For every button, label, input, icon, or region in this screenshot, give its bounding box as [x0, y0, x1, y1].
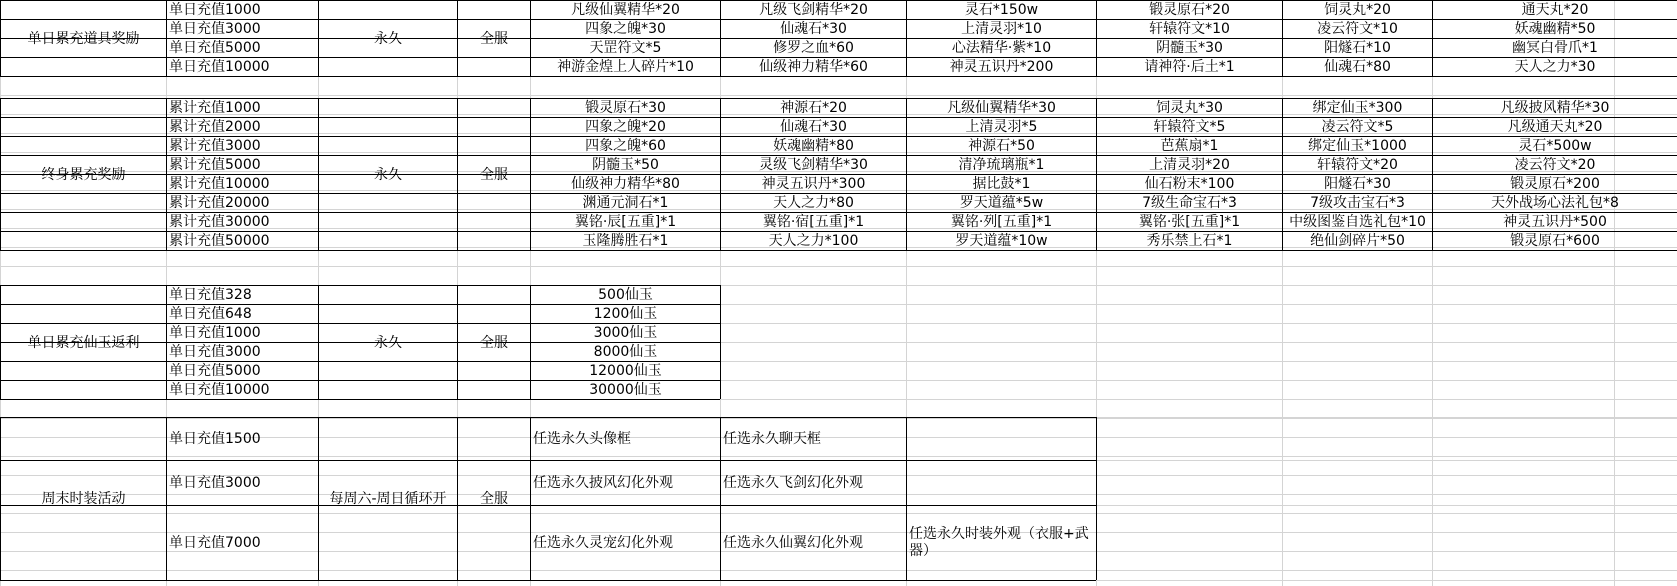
reward-cell[interactable]: 罗天道蕴*5w [959, 195, 1044, 211]
reward-cell[interactable]: 凌云符文*5 [1321, 119, 1394, 135]
reward-cell[interactable]: 翼铭·张[五重]*1 [1138, 214, 1241, 230]
activity-duration[interactable]: 永久 [374, 30, 402, 47]
tier-cell[interactable]: 单日充值3000 [169, 21, 261, 37]
reward-cell[interactable]: 阳燧石*30 [1324, 176, 1391, 192]
table-border [0, 76, 1677, 77]
reward-cell[interactable]: 中级图鉴自选礼包*10 [1289, 214, 1426, 230]
reward-cell[interactable]: 四象之魄*20 [585, 119, 666, 135]
reward-cell[interactable]: 30000仙玉 [589, 382, 662, 398]
reward-cell[interactable]: 7级生命宝石*3 [1142, 195, 1237, 211]
gridline-row [0, 95, 1677, 96]
reward-cell[interactable]: 仙魂石*30 [780, 119, 847, 135]
tier-cell[interactable]: 累计充值5000 [169, 157, 261, 173]
tier-cell[interactable]: 单日充值10000 [169, 59, 270, 75]
reward-cell[interactable]: 任选永久披风幻化外观 [533, 474, 673, 491]
gridline-row [0, 266, 1677, 267]
reward-cell[interactable]: 天外战场心法礼包*8 [1491, 195, 1619, 211]
reward-cell[interactable]: 锻灵原石*30 [585, 100, 666, 116]
reward-cell[interactable]: 轩辕符文*10 [1149, 21, 1230, 37]
reward-cell[interactable]: 上清灵羽*20 [1149, 157, 1230, 173]
reward-cell[interactable]: 锻灵原石*20 [1149, 2, 1230, 18]
reward-cell[interactable]: 凡级飞剑精华*20 [759, 2, 868, 18]
reward-cell[interactable]: 凡级仙翼精华*30 [947, 100, 1056, 116]
reward-cell[interactable]: 秀乐禁上石*1 [1146, 233, 1233, 249]
tier-cell[interactable]: 累计充值1000 [169, 100, 261, 116]
reward-cell[interactable]: 饲灵丸*30 [1156, 100, 1223, 116]
reward-cell[interactable]: 请神符·后土*1 [1144, 59, 1235, 75]
reward-cell[interactable]: 上清灵羽*5 [965, 119, 1038, 135]
reward-cell[interactable]: 天人之力*80 [773, 195, 854, 211]
reward-cell[interactable]: 阴髓玉*30 [1156, 40, 1223, 56]
reward-cell[interactable]: 芭蕉扇*1 [1160, 138, 1219, 154]
gridline-col [1432, 0, 1433, 586]
reward-cell[interactable]: 任选永久聊天框 [723, 430, 821, 447]
reward-cell[interactable]: 四象之魄*30 [585, 21, 666, 37]
reward-cell[interactable]: 渊通元洞石*1 [582, 195, 669, 211]
reward-cell[interactable]: 神灵五识丹*300 [761, 176, 866, 192]
tier-cell[interactable]: 累计充值10000 [169, 176, 270, 192]
reward-cell[interactable]: 凡级披风精华*30 [1500, 100, 1610, 116]
activity-name[interactable]: 周末时装活动 [41, 491, 126, 507]
reward-cell[interactable]: 3000仙玉 [593, 325, 658, 341]
tier-cell[interactable]: 单日充值3000 [169, 475, 261, 491]
reward-cell[interactable]: 翼铭·列[五重]*1 [950, 214, 1053, 230]
reward-cell[interactable]: 任选永久仙翼幻化外观 [723, 534, 863, 551]
reward-cell[interactable]: 绑定仙玉*1000 [1308, 138, 1407, 154]
reward-cell[interactable]: 凡级仙翼精华*20 [571, 2, 680, 18]
reward-cell[interactable]: 玉隆腾胜石*1 [582, 233, 669, 249]
reward-cell[interactable]: 仙级神力精华*60 [759, 59, 868, 75]
reward-cell[interactable]: 任选永久灵宠幻化外观 [533, 534, 673, 551]
reward-cell[interactable]: 罗天道蕴*10w [955, 233, 1048, 249]
reward-cell[interactable]: 幽冥白骨爪*1 [1512, 40, 1598, 56]
reward-cell[interactable]: 神灵五识丹*500 [1503, 214, 1607, 230]
tier-cell[interactable]: 单日充值5000 [169, 40, 261, 56]
table-border [0, 399, 720, 400]
activity-duration[interactable]: 永久 [374, 166, 402, 183]
tier-cell[interactable]: 累计充值20000 [169, 195, 270, 211]
reward-cell[interactable]: 神游金煌上人碎片*10 [557, 59, 694, 75]
tier-cell[interactable]: 累计充值3000 [169, 138, 261, 154]
activity-name[interactable]: 终身累充奖励 [41, 166, 126, 183]
reward-cell[interactable]: 神源石*20 [780, 100, 847, 116]
tier-cell[interactable]: 累计充值50000 [169, 233, 270, 249]
reward-cell[interactable]: 8000仙玉 [593, 344, 658, 360]
reward-cell[interactable]: 上清灵羽*10 [961, 21, 1042, 37]
activity-scope[interactable]: 全服 [480, 30, 508, 47]
tier-cell[interactable]: 单日充值10000 [169, 382, 270, 398]
reward-cell[interactable]: 绝仙剑碎片*50 [1310, 233, 1405, 249]
reward-cell[interactable]: 仙石粉末*100 [1144, 176, 1235, 192]
reward-cell[interactable]: 阳燧石*10 [1324, 40, 1391, 56]
tier-cell[interactable]: 累计充值30000 [169, 214, 270, 230]
reward-cell[interactable]: 灵石*500w [1518, 138, 1592, 154]
reward-cell[interactable]: 灵级飞剑精华*30 [759, 157, 868, 173]
reward-cell[interactable]: 神源石*50 [968, 138, 1035, 154]
reward-cell[interactable]: 任选永久头像框 [533, 430, 631, 447]
reward-cell[interactable]: 7级攻击宝石*3 [1310, 195, 1405, 211]
reward-cell[interactable]: 四象之魄*60 [585, 138, 666, 154]
reward-cell[interactable]: 仙魂石*30 [780, 21, 847, 37]
activity-name[interactable]: 单日累充仙玉返利 [27, 334, 140, 351]
reward-cell[interactable]: 阴髓玉*50 [592, 157, 659, 173]
reward-cell[interactable]: 天人之力*30 [1514, 59, 1596, 75]
table-border [1096, 417, 1097, 580]
tier-cell[interactable]: 单日充值1000 [169, 325, 261, 341]
table-border [0, 250, 1677, 251]
reward-cell[interactable]: 轩辕符文*20 [1317, 157, 1398, 173]
reward-cell[interactable]: 任选永久飞剑幻化外观 [723, 474, 863, 491]
reward-cell[interactable]: 翼铭·宿[五重]*1 [762, 214, 865, 230]
reward-cell[interactable]: 凌云符文*10 [1317, 21, 1398, 37]
reward-cell[interactable]: 轩辕符文*5 [1153, 119, 1226, 135]
reward-cell[interactable]: 神灵五识丹*200 [949, 59, 1054, 75]
tier-cell[interactable]: 单日充值5000 [169, 363, 261, 379]
reward-cell[interactable]: 锻灵原石*200 [1510, 176, 1600, 192]
activity-duration[interactable]: 每周六-周日循环开 [329, 491, 447, 507]
activity-scope[interactable]: 全服 [480, 166, 508, 183]
reward-cell[interactable]: 清净琉璃瓶*1 [958, 157, 1045, 173]
tier-cell[interactable]: 单日充值328 [169, 287, 252, 303]
reward-cell[interactable] [907, 418, 1096, 460]
tier-cell[interactable]: 单日充值648 [169, 306, 252, 322]
reward-cell[interactable]: 妖魂幽精*80 [773, 138, 854, 154]
gridline-col [1282, 0, 1283, 586]
gridline-col [1614, 0, 1615, 586]
reward-cell[interactable]: 灵石*150w [964, 2, 1039, 18]
reward-cell[interactable]: 任选永久时装外观（衣服+武器） [909, 526, 1089, 559]
reward-cell[interactable]: 通天丸*20 [1521, 2, 1589, 18]
reward-cell[interactable]: 心法精华·紫*10 [951, 40, 1052, 56]
reward-cell[interactable]: 12000仙玉 [589, 363, 662, 379]
reward-cell[interactable]: 天人之力*100 [768, 233, 859, 249]
reward-cell[interactable]: 凡级通天丸*20 [1507, 119, 1603, 135]
reward-cell[interactable] [907, 461, 1096, 505]
table-border [0, 580, 1096, 581]
reward-cell[interactable]: 仙魂石*80 [1324, 59, 1391, 75]
reward-cell[interactable]: 凌云符文*20 [1514, 157, 1596, 173]
tier-cell[interactable]: 单日充值3000 [169, 344, 261, 360]
activity-scope[interactable]: 全服 [480, 334, 508, 351]
table-border [720, 285, 721, 399]
reward-cell[interactable]: 锻灵原石*600 [1510, 233, 1600, 249]
tier-cell[interactable]: 累计充值2000 [169, 119, 261, 135]
tier-cell[interactable]: 单日充值1000 [169, 2, 261, 18]
tier-cell[interactable]: 单日充值1500 [169, 431, 261, 447]
reward-cell[interactable]: 饲灵丸*20 [1324, 2, 1391, 18]
activity-scope[interactable]: 全服 [480, 491, 508, 507]
reward-cell[interactable]: 500仙玉 [598, 287, 653, 303]
reward-cell[interactable]: 绑定仙玉*300 [1312, 100, 1403, 116]
reward-cell[interactable]: 修罗之血*60 [773, 40, 854, 56]
reward-cell[interactable]: 据比鼓*1 [972, 176, 1031, 192]
reward-cell[interactable]: 翼铭·辰[五重]*1 [574, 214, 677, 230]
activity-duration[interactable]: 永久 [374, 334, 402, 351]
reward-cell[interactable]: 仙级神力精华*80 [571, 176, 680, 192]
reward-cell[interactable]: 天罡符文*5 [589, 40, 662, 56]
tier-cell[interactable]: 单日充值7000 [169, 535, 261, 551]
reward-cell[interactable]: 1200仙玉 [593, 306, 658, 322]
reward-cell[interactable]: 妖魂幽精*50 [1514, 21, 1596, 37]
activity-name[interactable]: 单日累充道具奖励 [27, 30, 140, 47]
